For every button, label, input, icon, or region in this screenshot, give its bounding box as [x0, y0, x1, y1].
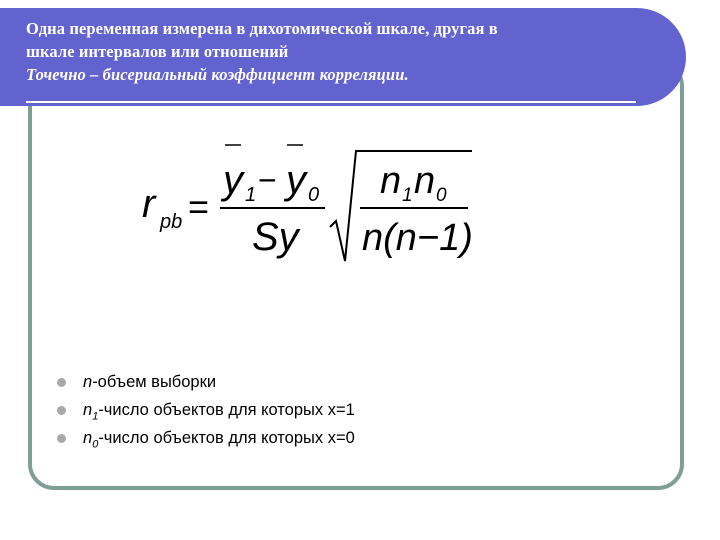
bullet-icon	[57, 434, 66, 443]
item-var: n	[83, 373, 93, 391]
formula-n0: n	[414, 160, 436, 202]
formula	[140, 135, 490, 265]
item-text: -объем выборки	[92, 373, 217, 391]
bullet-icon	[57, 406, 66, 415]
formula-denominator: Sy	[252, 215, 299, 259]
formula-n0-sub: 0	[436, 185, 447, 206]
title-banner	[0, 8, 686, 106]
item-var: n	[83, 429, 93, 447]
formula-lhs-sub: pb	[160, 211, 183, 233]
formula-n1-sub: 1	[402, 185, 413, 206]
item-sub: 0	[92, 438, 99, 451]
formula-svg	[140, 135, 490, 265]
formula-sqrt-den: n(n−1)	[362, 217, 473, 259]
item-var: n	[83, 401, 93, 419]
title-underline	[26, 101, 636, 103]
item-text: -число объектов для которых х=0	[98, 429, 355, 447]
item-sub: 1	[92, 410, 99, 423]
formula-y0-sub: 0	[308, 184, 320, 206]
formula-y1: y	[223, 158, 243, 202]
formula-n1: n	[380, 160, 402, 202]
bullet-icon	[57, 378, 66, 387]
item-text: -число объектов для которых х=1	[98, 401, 355, 419]
formula-minus: −	[258, 162, 277, 198]
title-line-1: Одна переменная измерена в дихотомической шкале, другая в	[26, 19, 498, 38]
formula-equals: =	[188, 186, 210, 227]
title-line-3: Точечно – бисериальный коэффициент корреляции.	[26, 65, 409, 84]
title-line-2: шкале интервалов или отношений	[26, 42, 289, 61]
formula-y1-sub: 1	[245, 184, 257, 206]
formula-y0: y	[286, 158, 306, 202]
formula-lhs: r	[142, 182, 156, 226]
